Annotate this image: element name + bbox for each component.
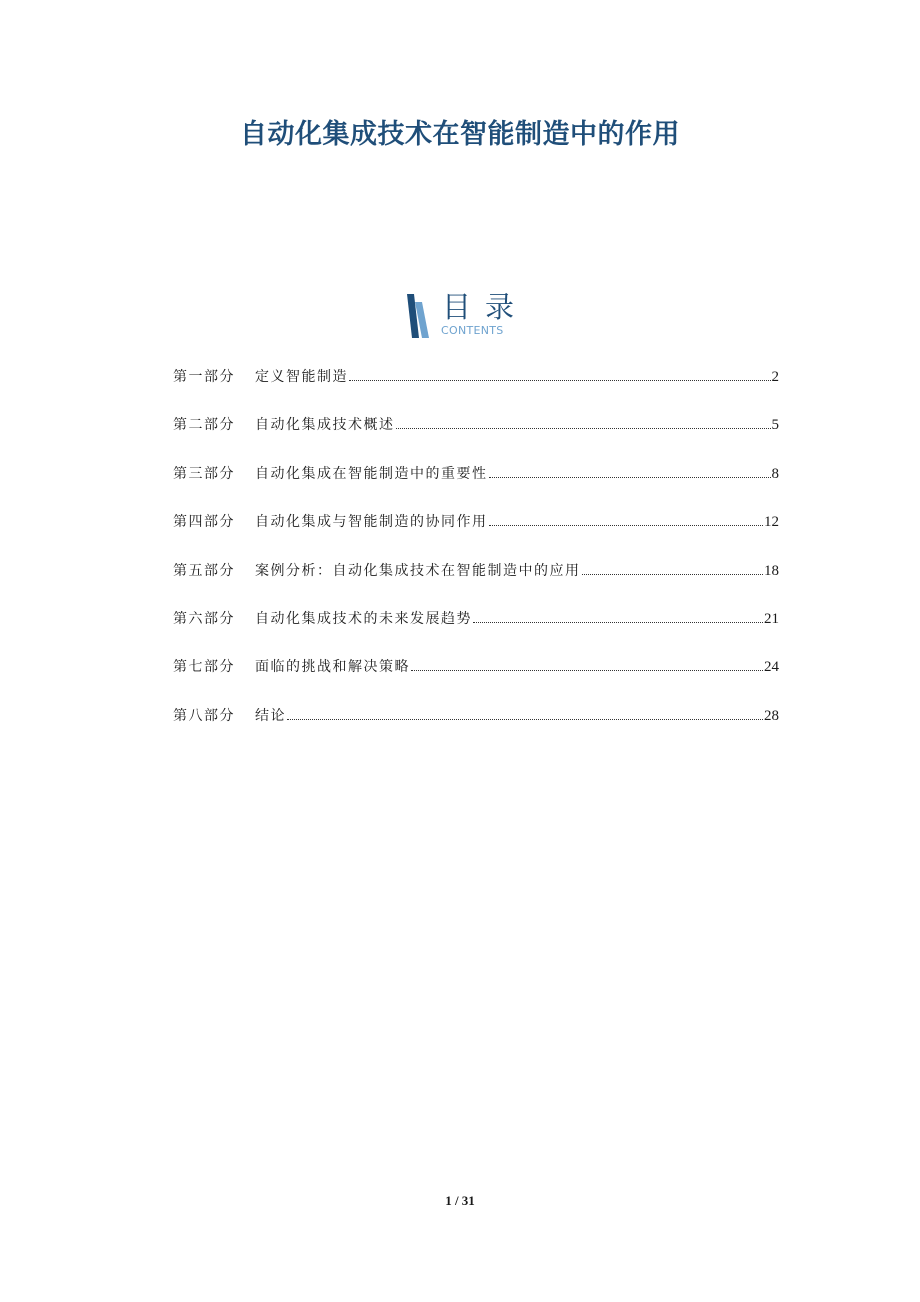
- toc-entry-title[interactable]: 定义智能制造: [255, 369, 348, 385]
- toc-entry-page[interactable]: 8: [771, 465, 779, 482]
- document-title: 自动化集成技术在智能制造中的作用: [240, 119, 680, 150]
- toc-entry[interactable]: [173, 366, 779, 414]
- toc-entry[interactable]: [173, 414, 779, 462]
- toc-entry-title[interactable]: 自动化集成技术概述: [255, 417, 395, 434]
- toc-entry-part: 第二部分: [173, 417, 235, 434]
- toc-entry[interactable]: [173, 656, 779, 704]
- toc-subheading: CONTENTS: [441, 324, 504, 337]
- page-number: 1 / 31: [445, 1193, 475, 1208]
- toc-entry-part: 第七部分: [173, 659, 235, 676]
- toc-entry-part: 第八部分: [173, 707, 235, 724]
- toc-entry-page[interactable]: 5: [771, 417, 779, 434]
- toc-header: [405, 292, 545, 340]
- toc-entry-page[interactable]: 2: [771, 369, 779, 385]
- toc-heading: 目录: [442, 290, 529, 324]
- toc-entry-page[interactable]: 18: [764, 562, 779, 579]
- toc-entry[interactable]: [173, 705, 779, 753]
- toc-entry-part: 第三部分: [173, 465, 235, 482]
- toc-entry-page[interactable]: 24: [764, 659, 779, 676]
- toc-entry[interactable]: [173, 511, 779, 559]
- toc-dot-leader: [411, 669, 763, 671]
- toc-entry-title[interactable]: 结论: [255, 707, 286, 724]
- toc-entry-part: 第一部分: [173, 369, 235, 385]
- toc-entry-part: 第四部分: [173, 514, 235, 531]
- toc-entry[interactable]: [173, 560, 779, 608]
- toc-dot-leader: [489, 524, 764, 526]
- toc-entry[interactable]: [173, 463, 779, 511]
- toc-entry-title[interactable]: 面临的挑战和解决策略: [255, 659, 410, 676]
- toc-entry-title[interactable]: 自动化集成在智能制造中的重要性: [255, 465, 488, 482]
- toc-entry-page[interactable]: 12: [764, 514, 779, 531]
- toc-entry-title[interactable]: 案例分析：自动化集成技术在智能制造中的应用: [255, 562, 581, 579]
- toc-entry-title[interactable]: 自动化集成与智能制造的协同作用: [255, 514, 488, 531]
- toc-dot-leader: [287, 718, 763, 720]
- toc-entry[interactable]: [173, 608, 779, 656]
- toc-entry-page[interactable]: 28: [764, 707, 779, 724]
- toc-entry-page[interactable]: 21: [764, 610, 779, 627]
- toc-dot-leader: [396, 427, 771, 429]
- toc-dot-leader: [489, 476, 771, 478]
- toc-entry-part: 第六部分: [173, 610, 235, 627]
- toc-entry-part: 第五部分: [173, 562, 235, 579]
- toc-dot-leader: [582, 573, 764, 575]
- toc-dot-leader: [473, 621, 763, 623]
- toc-entry-title[interactable]: 自动化集成技术的未来发展趋势: [255, 610, 472, 627]
- toc-dot-leader: [349, 379, 771, 381]
- toc-list: [173, 366, 779, 753]
- toc-logo-icon: [405, 294, 431, 338]
